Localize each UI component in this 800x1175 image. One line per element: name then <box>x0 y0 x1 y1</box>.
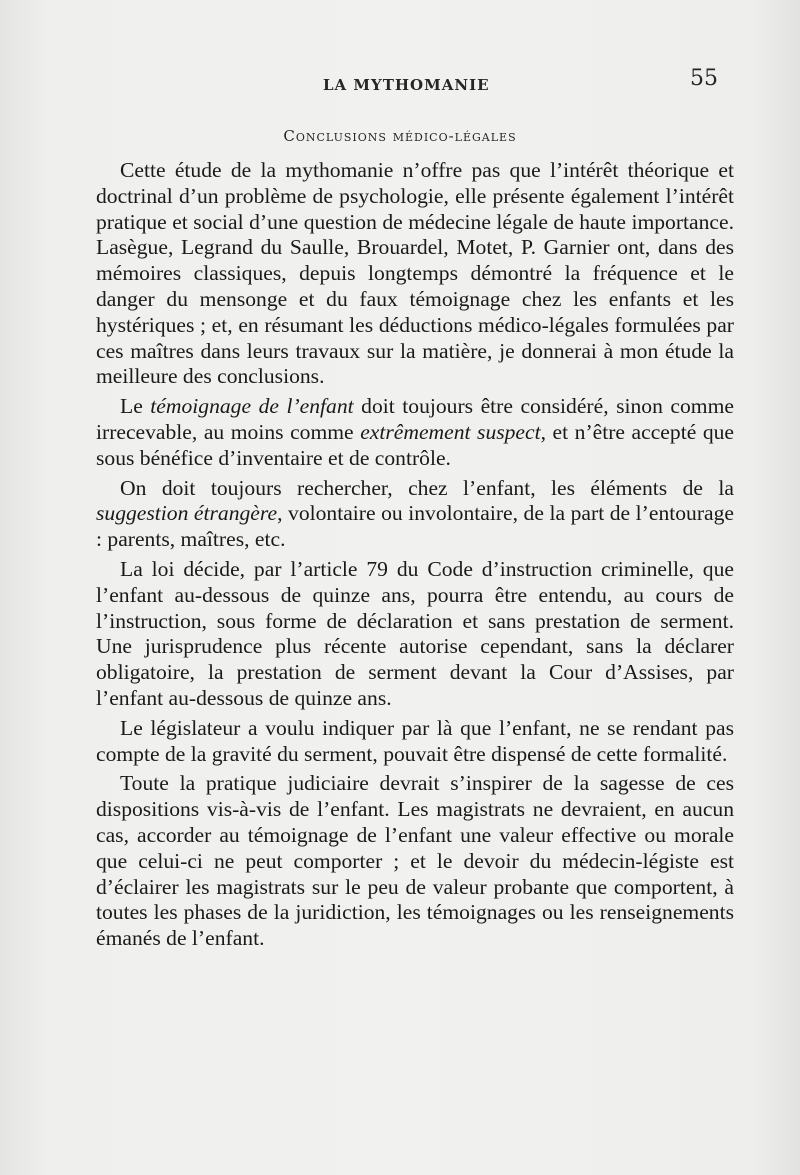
italic-phrase: témoignage de l’enfant <box>150 394 354 419</box>
text-run: La loi décide, par l’article 79 du Code d’instruction criminelle, que l’enfant au-dessous de quinze ans, pourra être entendu, au cours de l’instruction, sous forme de déclaration et sans prestation de serment. Une jurisprudence plus récente autorise cependant, sans la déclarer obligatoire, la prestation de serment devant la Cour d’Assises, par l’enfant au-dessous de quinze ans. <box>96 556 734 710</box>
paragraph <box>96 557 734 712</box>
running-title: LA MYTHOMANIE <box>323 76 490 94</box>
paragraph <box>96 158 734 390</box>
text-run: Le <box>120 394 151 419</box>
text-run: , volontaire ou involontaire, de la part de l’entourage : parents, maîtres, etc. <box>96 501 734 552</box>
paragraph <box>96 716 734 768</box>
italic-phrase: suggestion étrangère <box>96 501 278 526</box>
text-run: Le législateur a voulu indiquer par là que l’enfant, ne se rendant pas compte de la gravité du serment, pouvait être dispensé de cette formalité. <box>96 715 734 766</box>
text-run: , et n’être accepté que sous bénéfice d’inventaire et de contrôle. <box>96 419 734 470</box>
body-text <box>96 158 734 956</box>
page-number: 55 <box>690 66 718 91</box>
text-run: Cette étude de la mythomanie n’offre pas que l’intérêt théorique et doctrinal d’un problème de psychologie, elle présente également l’intérêt pratique et social d’une question de médecine légale de haute importance. Lasègue, Legrand du Saulle, Brouardel, Motet, P. Garnier ont, dans des mémoires classiques, depuis longtemps démontré la fréquence et le danger du mensonge et du faux témoignage chez les enfants et les hystériques ; et, en résumant les déductions médico-légales formulées par ces maîtres dans leurs travaux sur la matière, je donnerai à mon étude la meilleure des conclusions. <box>96 158 734 389</box>
paragraph <box>96 771 734 952</box>
paragraph <box>96 476 734 553</box>
text-run: On doit toujours rechercher, chez l’enfant, les éléments de la <box>120 475 734 500</box>
italic-phrase: extrêmement suspect <box>360 419 541 444</box>
paragraph <box>96 394 734 471</box>
text-run: doit toujours être considéré, sinon comme irrecevable, au moins comme <box>96 394 734 444</box>
section-title: Conclusions médico-légales <box>283 127 517 145</box>
text-run: Toute la pratique judiciaire devrait s’inspirer de la sagesse de ces dispositions vis-à-vis de l’enfant. Les magistrats ne devraient, en aucun cas, accorder au témoignage de l’enfant une valeur effective ou morale que celui-ci ne peut comporter ; et le devoir du médecin-légiste est d’éclairer les magistrats sur le peu de valeur probante que comportent, à toutes les phases de la juridiction, les témoignages ou les renseignements émanés de l’enfant. <box>96 771 734 951</box>
